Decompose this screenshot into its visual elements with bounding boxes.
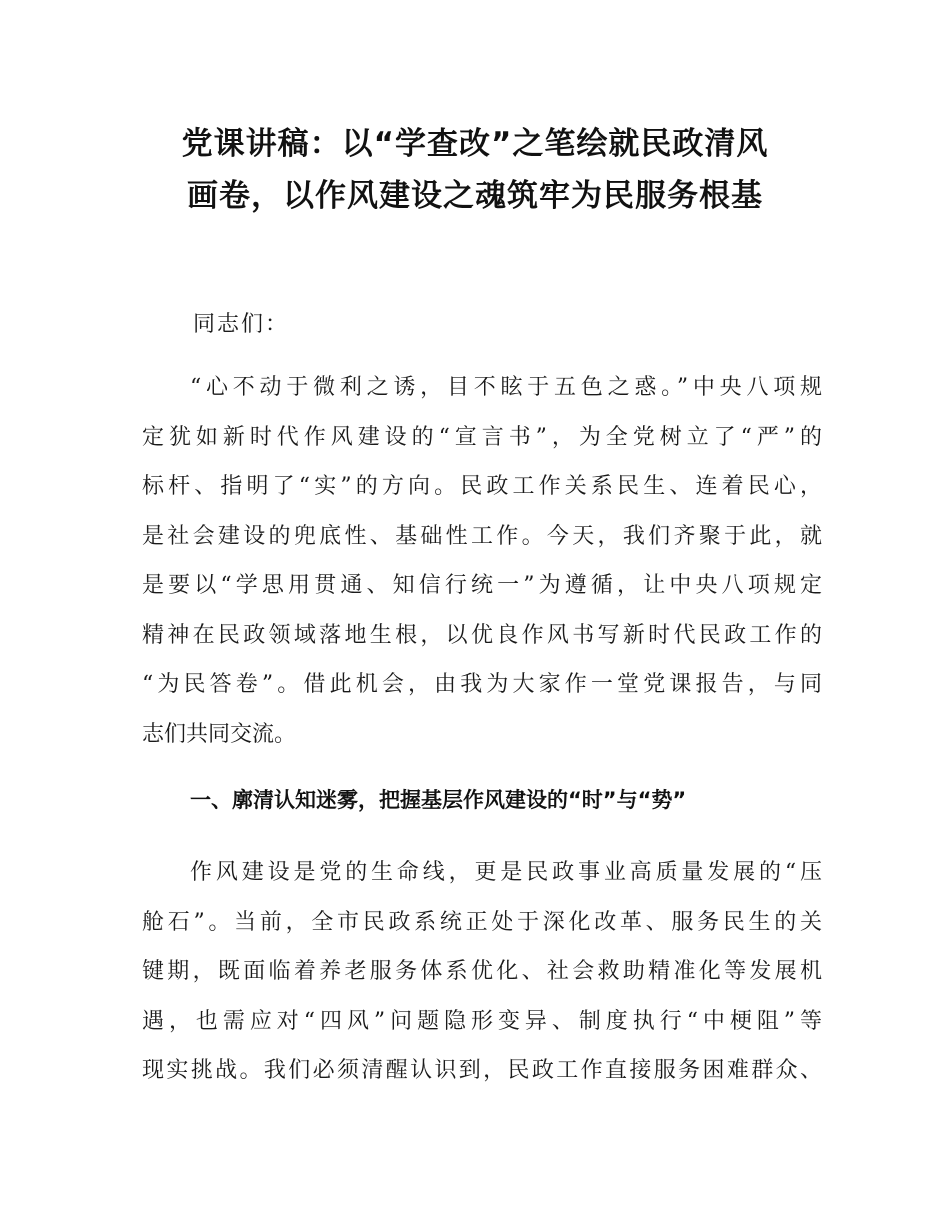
paragraph-line: 遇，也需应对“四风”问题隐形变异、制度执行“中梗阻”等 — [142, 1008, 822, 1034]
paragraph-line: 作风建设是党的生命线，更是民政事业高质量发展的“压 — [190, 860, 822, 885]
paragraph-line: 现实挑战。我们必须清醒认识到，民政工作直接服务困难群众、 — [142, 1058, 822, 1083]
section-heading-1: 一、廓清认知迷雾，把握基层作风建设的“时”与“势” — [190, 788, 687, 812]
title-line: 画卷，以作风建设之魂筑牢为民服务根基 — [187, 178, 763, 214]
paragraph-line: “为民答卷”。借此机会，由我为大家作一堂党课报告，与同 — [142, 672, 822, 697]
paragraph-line: 是要以“学思用贯通、知信行统一”为遵循，让中央八项规定 — [142, 573, 822, 598]
paragraph-line: 精神在民政领域落地生根，以优良作风书写新时代民政工作的 — [142, 622, 822, 648]
paragraph-line: “心不动于微利之诱，目不眩于五色之惑。”中央八项规 — [190, 375, 822, 400]
paragraph-line: 标杆、指明了“实”的方向。民政工作关系民生、连着民心， — [142, 474, 822, 499]
paragraph-line: 是社会建设的兜底性、基础性工作。今天，我们齐聚于此，就 — [142, 523, 822, 549]
paragraph-line: 定犹如新时代作风建设的“宣言书”，为全党树立了“严”的 — [142, 424, 822, 450]
paragraph-section-1 — [142, 848, 822, 1096]
paragraph-intro — [142, 363, 822, 759]
paragraph-line: 舱石”。当前，全市民政系统正处于深化改革、服务民生的关 — [142, 909, 822, 935]
paragraph-line: 志们共同交流。 — [142, 721, 297, 747]
document-title — [120, 118, 830, 222]
paragraph-line: 键期，既面临着养老服务体系优化、社会救助精准化等发展机 — [142, 959, 822, 984]
salutation: 同志们： — [193, 312, 290, 337]
title-line: 党课讲稿：以“学查改”之笔绘就民政清风 — [181, 126, 769, 162]
